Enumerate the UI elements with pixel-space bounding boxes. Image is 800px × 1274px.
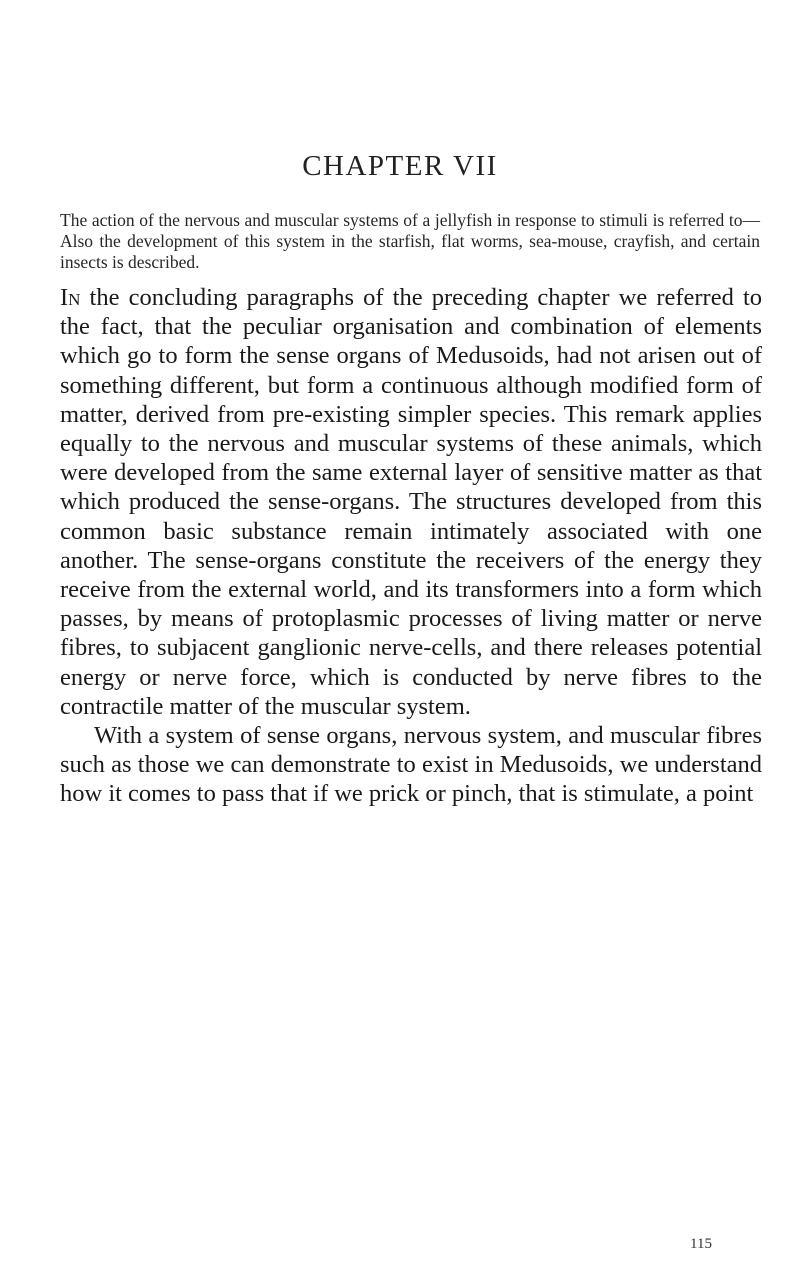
chapter-synopsis — [60, 210, 760, 273]
page-number: 115 — [690, 1236, 712, 1252]
paragraph-1-text: the concluding paragraphs of the preceding chapter we referred to the fact, that the peculiar organisation and combination of elements which go to form the sense organs of Medusoids, had not arisen out of something different, but form a continuous although modified form of matter, derived from pre-existing simpler species. This remark applies equally to the nervous and muscular systems of these animals, which were developed from the same external layer of sensitive matter as that which produced the sense-organs. The structures developed from this common basic substance remain intimately associated with one another. The sense-organs constitute the receivers of the energy they receive from the external world, and its transformers into a form which passes, by means of protoplasmic processes of living matter or nerve fibres, to subjacent ganglionic nerve-cells, and there releases potential energy or nerve force, which is conducted by nerve fibres to the contractile matter of the muscular system. — [60, 284, 762, 720]
chapter-body — [60, 283, 762, 809]
chapter-heading: CHAPTER VII — [302, 150, 498, 182]
paragraph-lead-word: In — [60, 284, 81, 311]
body-paragraph-2: With a system of sense organs, nervous system, and muscular fibres such as those we can demonstrate to exist in Medusoids, we understand how it comes to pass that if we prick or pinch, that is stimulate, a point — [60, 722, 762, 808]
synopsis-text: The action of the nervous and muscular systems of a jellyfish in response to stimuli is referred to—Also the development of this system in the starfish, flat worms, sea-mouse, crayfish, and certain insects is described. — [60, 210, 760, 272]
body-paragraph-1 — [60, 283, 762, 721]
